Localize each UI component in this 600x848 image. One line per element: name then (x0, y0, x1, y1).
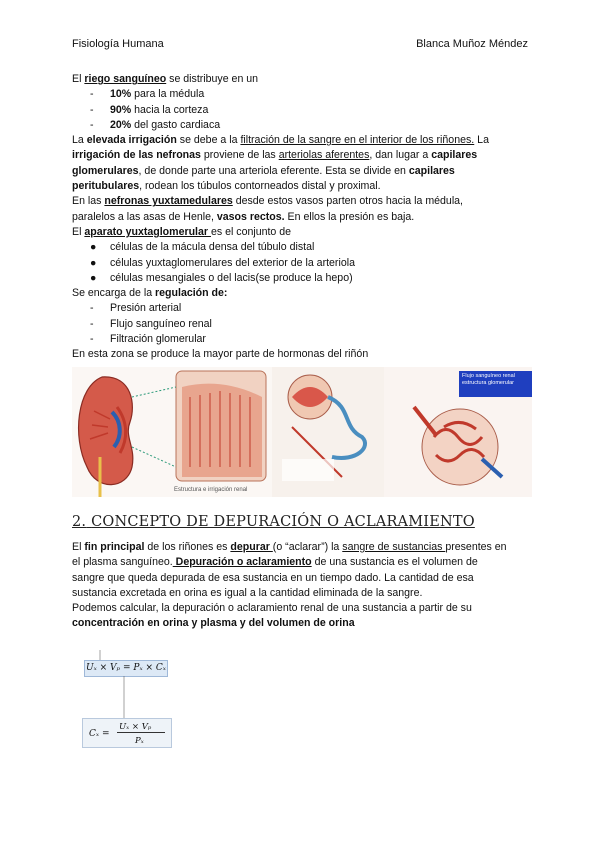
paragraph-yuxtamedulares: En las nefronas yuxtamedulares desde estos vasos parten otros hacia la médula, (72, 195, 464, 208)
formula-arrows (72, 646, 192, 758)
bullet-marker: - (90, 88, 94, 101)
list-item: - Flujo sanguíneo renal (72, 317, 532, 332)
equation-mass-balance: Uₓ × Vₚ = Pₓ × Cₓ (84, 660, 168, 677)
document-body: El riego sanguíneo se distribuye en un - 10% para la médula - 90% hacia la corteza - 20% del gasto cardiaca La elevada irrigación se debe a la filtración de la sangre en el interior de los riñones. La irrigación de las nefronas proviene de las arteriolas aferentes, dan lugar a capilares glomerulares, de donde parte una arteriola eferente. Esta se divide en capilares peritubulares, rodean los túbulos contorneados distal y proximal. En las nefronas yuxtamedulares desde estos vasos parten otros hacia la médula, paralelos a las asas de Henle, vasos rectos. En ellos la presión es baja. El aparato yuxtaglomerular es el conjunto de ● células de la mácula densa del túbulo distal ● células yuxtaglomerulares del exterior de la arteriola ● células mesangiales o del lacis(se produce la hepo) Se encarga de la regulación de: - Presión arterial - Flujo sanguíneo renal - Filtración glomerular En esta zona se produce la mayor parte de hormonas del riñón Estructura e irrigación renal Flujo sanguíneo renal estructura glomerular 2. CONCEPTO DE DEPURACIÓN O ACLARAMIENTO El fin principal de los riñones es depurar (o “aclarar”) la sangre de sustancias presentes en el plasma sanguíneo. Depuración o aclaramiento de una sustancia es el volumen de sangre que queda depurada de esa sustancia en un tiempo dado. La cantidad de esa sustancia excretada en orina es igual a la cantidad eliminada de la sangre. Podemos calcular, la depuración o aclaramiento renal de una sustancia a partir de su concentración en orina y plasma y del volumen de orina Uₓ × Vₚ = Pₓ × Cₓ Cₓ = Uₓ × Vₚ Pₓ (72, 72, 532, 758)
paragraph-aparato: El aparato yuxtaglomerular es el conjunto de (72, 225, 292, 238)
nephron-diagram (272, 367, 384, 497)
list-item: - Presión arterial (72, 301, 532, 316)
kidney-caption: Estructura e irrigación renal (174, 486, 248, 493)
list-item: - 10% para la médula (72, 87, 532, 102)
bullet-marker: ● (90, 241, 97, 254)
list-item: ● células de la mácula densa del túbulo distal (72, 240, 532, 255)
header-author: Blanca Muñoz Méndez (416, 38, 528, 50)
list-item: - 20% del gasto cardiaca (72, 118, 532, 133)
header-course: Fisiología Humana (72, 38, 164, 50)
section-heading: 2. CONCEPTO DE DEPURACIÓN O ACLARAMIENTO (72, 513, 475, 530)
paragraph-irrigacion: La elevada irrigación se debe a la filtración de la sangre en el interior de los riñones. La (72, 134, 489, 147)
glomerular-flow-title-box: Flujo sanguíneo renal estructura glomerular (459, 371, 532, 397)
clearance-formula (72, 646, 532, 758)
renal-figure (72, 367, 532, 497)
aparato-list (72, 240, 532, 286)
bullet-marker: - (90, 118, 94, 131)
bullet-marker: ● (90, 271, 97, 284)
list-item: ● células mesangiales o del lacis(se produce la hepo) (72, 271, 532, 286)
list-item: - 90% hacia la corteza (72, 103, 532, 118)
bullet-marker: ● (90, 256, 97, 269)
paragraph-hormonas: En esta zona se produce la mayor parte de hormonas del riñón (72, 348, 369, 361)
list-item: - Filtración glomerular (72, 332, 532, 347)
bullet-marker: - (90, 317, 94, 330)
bullet-marker: - (90, 103, 94, 116)
paragraph-riego: El riego sanguíneo se distribuye en un (72, 73, 259, 85)
bullet-marker: - (90, 333, 94, 346)
list-item: ● células yuxtaglomerulares del exterior de la arteriola (72, 256, 532, 271)
kidney-diagram (72, 367, 272, 497)
paragraph-depuracion: El fin principal de los riñones es depurar (o “aclarar”) la sangre de sustancias presentes en (72, 540, 507, 553)
equation-clearance: Cₓ = Uₓ × Vₚ Pₓ (82, 718, 172, 748)
paragraph-regulacion: Se encarga de la regulación de: (72, 287, 228, 300)
regulacion-list (72, 301, 532, 347)
nephron-illustration (272, 367, 384, 497)
kidney-illustration (72, 367, 272, 497)
bullet-marker: - (90, 302, 94, 315)
distribution-list (72, 87, 532, 133)
glomerulus-illustration (384, 367, 532, 497)
